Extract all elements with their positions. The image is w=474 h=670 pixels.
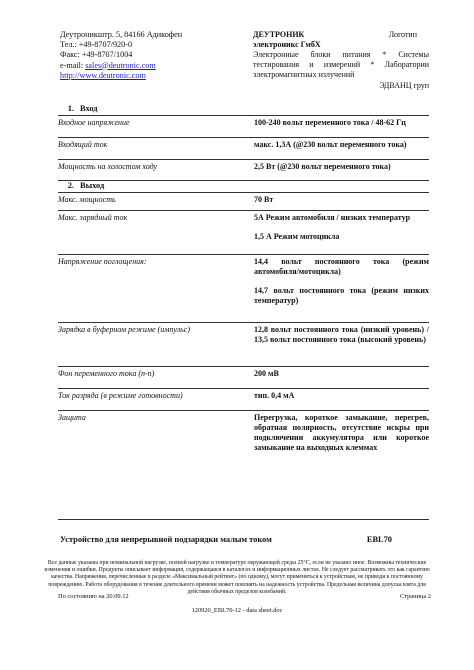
disclaimer: Все данные указаны при номинальной нагрузке, полной нагрузке и температуре окружающей среды 25°C, если не указано иное. Возможны технические изменения и ошибки. Продукты описывает информация, содержащаяся в каталогах и информационных листах. Не следует рассматривать это как гарантию качества. Напряжения, перечисленные в разделе «Максимальный рейтинг» (по одному), могут применяться к устройствам, не приводя к постоянному повреждению. Работа оборудования в течение длительного времени может повлиять на надежность устройства. Предельная величина допуска взята для действия обычных пределов колебаний.	[44, 560, 430, 595]
row-value-line: тип. 0,4 мА	[254, 391, 295, 400]
row-key: Мощность на холостом ходу	[58, 162, 158, 171]
row-value-line: макс. 1,3А (@230 вольт переменного тока)	[254, 140, 407, 149]
row-value-line: 12,8 вольт постоянного тока (низкий уровень) / 13,5 вольт постоянного тока (высокий уровень)	[254, 325, 429, 344]
table-row	[58, 366, 429, 388]
section-input-title	[58, 104, 98, 113]
row-value	[251, 411, 429, 519]
section-number: 1.	[67, 104, 74, 113]
company-block	[253, 30, 429, 91]
table-row	[58, 210, 429, 254]
row-key: Ток разряда (в режиме готовности)	[58, 391, 183, 400]
row-key: Макс. зарядный ток	[58, 213, 128, 222]
page-number: Страница 2	[400, 593, 431, 600]
email-line	[60, 61, 245, 71]
row-value	[251, 255, 429, 322]
product-name: Устройство для непрерывной подзарядки малым током	[60, 535, 272, 544]
row-value-line: 200 мВ	[254, 369, 279, 378]
row-key: Зарядка в буферном режиме (импульс)	[58, 325, 191, 334]
section-label: Выход	[80, 181, 105, 190]
input-table	[58, 115, 429, 181]
row-value	[251, 367, 429, 388]
output-table	[58, 192, 429, 520]
row-key: Входящий ток	[58, 140, 108, 149]
row-value-line: 14,7 вольт постоянного тока (режим низких температур)	[254, 286, 429, 305]
table-row	[58, 159, 429, 181]
company-name: ДЕУТРОНИК	[253, 30, 305, 39]
table-row	[58, 254, 429, 322]
table-row	[58, 322, 429, 366]
row-value-line: 14,4 вольт постоянного тока (режим автомобиля/мотоцикла)	[254, 257, 429, 276]
company-description: Электронные блоки питания * Системы тестирования и измерений * Лаборатории электромагнитных излучений	[253, 50, 429, 79]
section-label: Вход	[80, 104, 98, 113]
row-key: Напряжение поглощения:	[58, 257, 147, 266]
row-value	[251, 193, 429, 210]
section-number: 2.	[67, 181, 74, 190]
row-value-line: Перегрузка, короткое замыкание, перегрев, обратная полярность, отсутствие искры при подключении аккумулятора или короткое замыкание на выходных клеммах	[254, 413, 429, 452]
table-row	[58, 115, 429, 137]
row-key: Макс. мощность	[58, 195, 116, 204]
company-full-name: электроникс ГмбХ	[253, 40, 321, 49]
phone: Тел.: +49-8707/920-0	[60, 40, 133, 50]
row-value-line: 100-240 вольт переменного тока / 48-62 Гц	[254, 118, 406, 127]
row-value	[251, 138, 429, 159]
address: Деутроникштр. 5, 84166 Адикофен	[60, 30, 183, 39]
logo-label: Логотип	[388, 30, 417, 39]
row-key: Защита	[58, 413, 86, 422]
row-key: Входное напряжение	[58, 118, 130, 127]
row-value	[251, 211, 429, 254]
email-label: e-mail:	[60, 60, 86, 70]
row-value-line: 1,5 А Режим мотоцикла	[254, 232, 340, 241]
company-row	[253, 30, 429, 40]
product-title-row	[60, 535, 392, 544]
footer-date: По состоянию на 20.09.12	[58, 593, 129, 600]
row-value-line: 70 Вт	[254, 195, 274, 204]
website-link[interactable]: http://www.deutronic.com	[60, 70, 146, 80]
footer-meta	[58, 593, 431, 600]
table-row	[58, 192, 429, 210]
row-value	[251, 389, 429, 410]
row-value	[251, 323, 429, 366]
section-output-title	[58, 181, 104, 190]
company-group: ЭДВАНЦ груп	[379, 81, 429, 90]
row-key: Фон переменного тока (п-п)	[58, 369, 155, 378]
file-name: 120920_EBL70-12 - data sheet.doc	[191, 607, 283, 614]
email-link[interactable]: sales@deutronic.com	[85, 60, 156, 70]
row-value	[251, 116, 429, 137]
row-value-line: 5А Режим автомобиля / низких температур	[254, 213, 411, 222]
row-value-line: 2,5 Вт (@230 вольт переменного тока)	[254, 162, 391, 171]
contact-block	[60, 30, 245, 81]
table-row	[58, 410, 429, 520]
product-model: EBL70	[366, 535, 392, 544]
row-value	[251, 160, 429, 180]
fax: Факс: +49-8707/1004	[60, 50, 133, 60]
table-row	[58, 388, 429, 410]
table-row	[58, 137, 429, 159]
